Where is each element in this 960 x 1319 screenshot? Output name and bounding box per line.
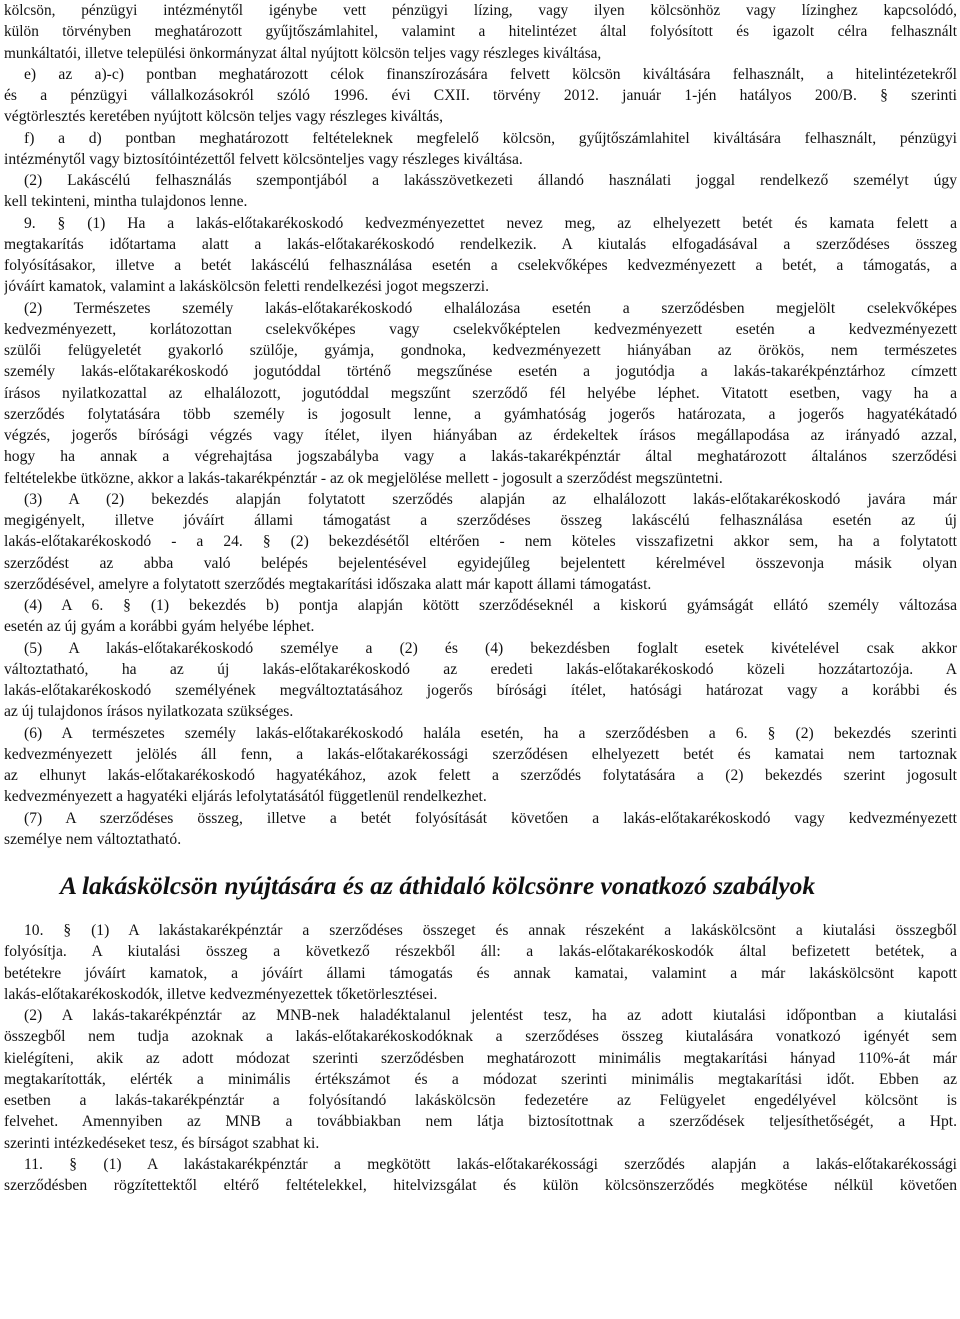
text-line: kedvezményezett jelölés áll fenn, a lakás-előtakarékossági szerződésen elhelyezett betét és kamatai nem tartoznak: [4, 745, 957, 763]
text-line: folyósításakor, illetve a betét lakáscélú felhasználása esetén a cselekvőképes kedvezményezett a betét, a támogatás, a: [4, 257, 957, 274]
text-line: az elhunyt lakás-előtakarékoskodó hagyatékához, azok felett a szerződés folytatására a (2) bekezdés szerint jogosult: [4, 767, 957, 784]
text-line: munkáltatói, illetve települési önkormányzat által nyújtott kölcsön teljes vagy részleges kiváltása,: [4, 44, 602, 62]
text-line: (5) A lakás-előtakarékoskodó személye a (2) és (4) bekezdésben foglalt esetek kivételével csak akkor: [24, 639, 957, 657]
document-page: [4, 0, 957, 1196]
text-line: szerinti intézkedéseket tesz, és bírságot szabhat ki.: [4, 1134, 320, 1152]
text-line: szülői felügyeletét gyakorló szülője, gyámja, gondnoka, kedvezményezett hiányában az örökös, nem természetes: [4, 342, 957, 359]
text-line: (7) A szerződéses összeg, illetve a betét folyósítását követően a lakás-előtakarékoskodó vagy kedvezményezett: [24, 809, 957, 827]
text-line: összegből nem tudja azoknak a lakás-előtakarékoskodóknak a szerződéses összeg kiutalására vonatkozó igényét sem: [4, 1028, 957, 1046]
text-line: (4) A 6. § (1) bekezdés b) pontja alapján kötött szerződéseknél a kiskorú gyámságát ellátó személy változása: [24, 597, 957, 614]
section-heading: A lakáskölcsön nyújtására és az áthidaló kölcsönre vonatkozó szabályok: [60, 871, 816, 900]
text-line: szerződésben rögzítettektől eltérő feltételekkel, hitelvizsgálat és külön kölcsönszerződés megkötése nélkül követően: [4, 1177, 957, 1194]
text-line: személy lakás-előtakarékoskodó jogutóddal történő megszűnése esetén a jogutódja a lakás-takarékpénztárhoz címzett: [4, 363, 957, 381]
text-line: kell tekinteni, mintha tulajdonos lenne.: [4, 193, 248, 211]
document-block-1: [4, 0, 957, 64]
text-line: és a pénzügyi vállalkozásokról szóló 1996. évi CXII. törvény 2012. január 1-jén hatályos 200/B. § szerinti: [4, 87, 957, 104]
text-line: lakás-előtakarékoskodó személyének megváltoztatásához jogerős bírósági ítélet, hatósági határozat vagy a korábbi és: [4, 682, 957, 699]
text-line: esetben a lakás-takarékpénztár a folyósítandó lakáskölcsön fedezetére az Felügyelet engedélyével kölcsönt is: [4, 1092, 957, 1109]
text-line: kedvezményezett a hagyatéki eljárás lefolytatásától függetlenül rendelkezhet.: [4, 788, 487, 806]
text-line: e) az a)-c) pontban meghatározott célok finanszírozására felvett kölcsön kiváltására felhasznált, a hitelintézetekről: [24, 65, 957, 83]
text-line: folyósítja. A kiutalási összeg a következő részekből áll: a lakás-előtakarékoskodók által befizetett betétek, a: [4, 943, 957, 961]
text-line: felvehet. Amennyiben az MNB a továbbiakban nem látja biztosítottnak a szerződések teljesíthetőségét, a Hpt.: [4, 1113, 957, 1131]
text-line: lakás-előtakarékoskodók, illetve kedvezményezettek tőketörlesztései.: [4, 985, 438, 1003]
text-line: esetén az új gyám a korábbi gyám helyébe léphet.: [4, 618, 315, 636]
text-line: megigényelt, illetve jóváírt állami támogatást a szerződéses összeg lakáscélú felhasználása esetén az új: [4, 512, 957, 529]
text-line: (2) A lakás-takarékpénztár az MNB-nek haladéktalanul jelentést tesz, ha az adott kiutalási időpontban a kiutalási: [24, 1007, 957, 1024]
text-line: kölcsön, pénzügyi intézménytől igénybe vett pénzügyi lízing, vagy ilyen kölcsönhöz vagy lízinghez kapcsolódó,: [4, 2, 957, 19]
text-line: szerződés folytatására több személy is jogosult lenne, a gyámhatóság jogerős határozata, a jogerős hagyatékátadó: [4, 405, 957, 423]
text-line: megtakarítás időtartama alatt a lakás-előtakarékoskodó rendelkezik. A kiutalás elfogadásával a szerződéses összeg: [4, 235, 957, 253]
text-line: (6) A természetes személy lakás-előtakarékoskodó halála esetén, ha a szerződésben a 6. § (2) bekezdés szerinti: [24, 724, 957, 742]
text-line: jóváírt kamatok, valamint a lakáskölcsön feletti rendelkezési jogot megszerzi.: [4, 278, 489, 296]
text-line: hogy ha annak a végrehajtása jogszabályba vagy a lakás-takarékpénztár által meghatározott általános szerződési: [4, 448, 957, 466]
text-line: (2) Természetes személy lakás-előtakarékoskodó elhalálozása esetén a szerződésben megjelölt cselekvőképes: [24, 299, 957, 317]
text-line: kedvezményezett, korlátozottan cselekvőképes vagy cselekvőképtelen kedvezményezett esetén a kedvezményezett: [4, 320, 957, 338]
text-line: (2) Lakáscélú felhasználás szempontjából a lakásszövetkezeti állandó használati joggal rendelkező személyt úgy: [24, 172, 957, 189]
text-line: külön törvényben meghatározott gyűjtőszámlahitel, valamint a hitelintézet által folyósított és igazolt célra felhasznált: [4, 23, 957, 41]
text-line: lakás-előtakarékoskodó - a 24. § (2) bekezdésétől eltérően - nem köteles visszafizetni akkor sem, ha a folytatott: [4, 533, 957, 551]
text-line: végtörlesztés keretében nyújtott kölcsön teljes vagy részleges kiváltás,: [4, 108, 444, 126]
text-line: írásos nyilatkozattal az elhalálozott, jogutóddal megszűnt szerződő fél helyébe léphet. Vitatott esetben, vagy ha a: [4, 384, 957, 402]
text-line: szerződésével, amelyre a folytatott szerződés megtakarítási időszaka alatt már kapott állami támogatást.: [4, 575, 652, 593]
text-line: az új tulajdonos írásos nyilatkozata szükséges.: [4, 703, 294, 721]
text-line: változtatható, ha az új lakás-előtakarékoskodó az eredeti lakás-előtakarékoskodó közeli hozzátartozója. A: [4, 660, 957, 678]
text-line: betétekre jóváírt kamatok, a jóváírt állami támogatás és annak kamatai, valamint a már lakáskölcsönt kapott: [4, 964, 957, 982]
text-line: megtakarították, elérték a minimális értékszámot és a módozat szerinti minimális megtakarítási időt. Ebben az: [4, 1070, 957, 1088]
text-line: f) a d) pontban meghatározott feltételeknek megfelelő kölcsön, gyűjtőszámlahitel kiváltására felhasznált, pénzügyi: [24, 129, 957, 147]
section-9-start: 9. § (1) Ha a lakás-előtakarékoskodó kedvezményezettet nevez meg, az elhelyezett betét és kamata felett a: [24, 214, 957, 232]
text-line: intézménytől vagy biztosítóintézettől felvett kölcsönteljes vagy részleges kiváltása.: [4, 150, 523, 168]
section-10-start: 10. § (1) A lakástakarékpénztár a szerződéses összeget és annak részeként a lakáskölcsönt a kiutalási összegből: [24, 922, 957, 939]
text-line: (3) A (2) bekezdés alapján folytatott szerződés alapján az elhalálozott lakás-előtakarékoskodó javára már: [24, 490, 957, 508]
section-11-start: 11. § (1) A lakástakarékpénztár a megkötött lakás-előtakarékossági szerződés alapján a lakás-előtakarékossági: [24, 1155, 957, 1173]
text-line: szerződést az abba való belépés bejelentésével egyidejűleg bejelentett kérelmével összevonja másik olyan: [4, 554, 957, 572]
text-line: személye nem változtatható.: [4, 830, 182, 848]
text-line: kielégíteni, akik az adott módozat szerinti szerződésben meghatározott minimális megtakarítási hányad 110%-át már: [4, 1049, 957, 1067]
text-line: végzés, jogerős bírósági végzés vagy ítélet, ilyen hiányában az érdekeltek írásos megállapodása az irányadó azzal,: [4, 427, 957, 444]
text-line: feltételekbe ütközne, akkor a lakás-takarékpénztár - az ok megjelölése mellett - jogosult a szerződést megszüntetni.: [4, 469, 723, 487]
